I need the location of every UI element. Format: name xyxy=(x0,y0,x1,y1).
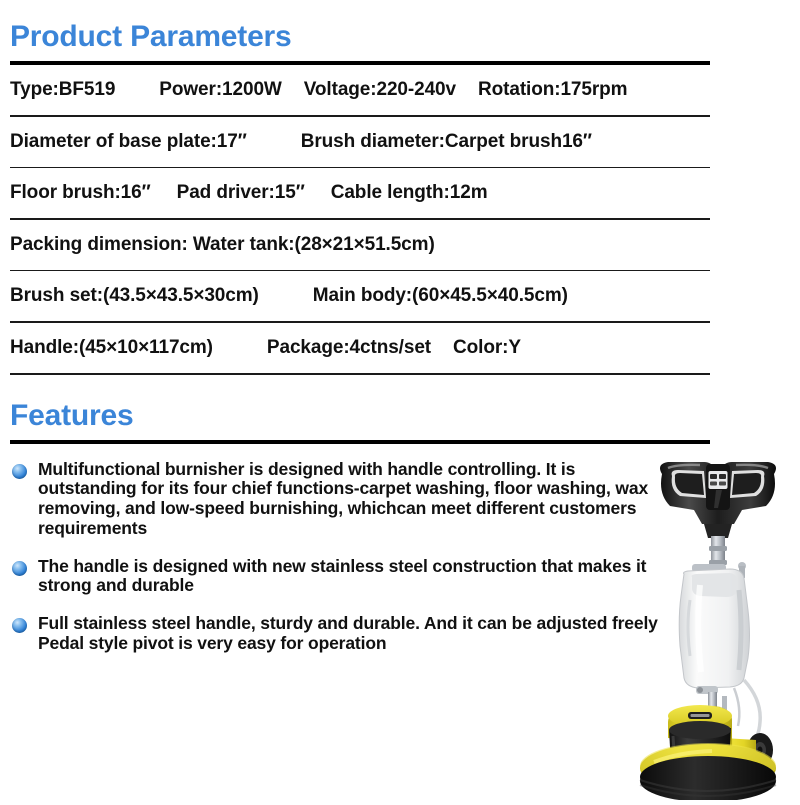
list-item xyxy=(0,460,800,539)
param-packing-water-tank: Packing dimension: Water tank:(28×21×51.5cm) xyxy=(10,233,435,255)
page-title-features: Features xyxy=(10,398,134,432)
feature-text: The handle is designed with new stainless steel construction that makes it strong and durable xyxy=(38,555,647,596)
product-parameters-section xyxy=(0,0,800,375)
lower-shaft-group xyxy=(708,680,760,746)
table-row-divider xyxy=(10,373,710,375)
table-row xyxy=(0,65,700,115)
features-list xyxy=(0,460,800,654)
bullet-sphere-icon xyxy=(12,464,27,479)
param-type: Type:BF519 xyxy=(10,79,116,100)
bullet-sphere-icon xyxy=(12,561,27,576)
param-brush-diameter: Brush diameter:Carpet brush16″ xyxy=(300,130,592,152)
param-brush-set: Brush set:(43.5×43.5×30cm) xyxy=(10,285,259,307)
param-power: Power:1200W xyxy=(159,79,282,100)
feature-text: Multifunctional burnisher is designed with handle controlling. It is outstanding for its four chief functions-carpet washing, floor washing, wax removing, and low-speed burnishing, whichcan meet different customers requirements xyxy=(38,458,649,538)
param-handle: Handle:(45×10×117cm) xyxy=(10,336,213,358)
param-rotation: Rotation:175rpm xyxy=(478,79,628,100)
page-title-product-parameters: Product Parameters xyxy=(10,20,292,53)
list-item xyxy=(0,557,800,597)
feature-text: Full stainless steel handle, sturdy and durable. And it can be adjusted freely Pedal style pivot is very easy for operation xyxy=(38,613,658,653)
features-heading-divider xyxy=(10,440,710,444)
table-row xyxy=(0,220,700,270)
parameters-table xyxy=(0,65,800,375)
param-voltage: Voltage:220-240v xyxy=(303,79,456,100)
base-assembly-group xyxy=(640,705,776,800)
param-package: Package:4ctns/set xyxy=(266,336,432,358)
param-base-plate-diameter: Diameter of base plate:17″ xyxy=(10,130,247,152)
param-pad-driver: Pad driver:15″ xyxy=(176,182,305,204)
features-section xyxy=(0,398,800,654)
param-main-body: Main body:(60×45.5×40.5cm) xyxy=(312,285,568,307)
param-floor-brush: Floor brush:16″ xyxy=(10,182,151,204)
table-row xyxy=(0,117,700,167)
param-cable-length: Cable length:12m xyxy=(330,182,488,204)
param-color: Color:Y xyxy=(453,336,521,358)
table-row xyxy=(0,323,700,373)
table-row xyxy=(0,168,700,218)
table-row xyxy=(0,271,700,321)
bullet-sphere-icon xyxy=(12,618,27,633)
list-item xyxy=(0,614,800,654)
